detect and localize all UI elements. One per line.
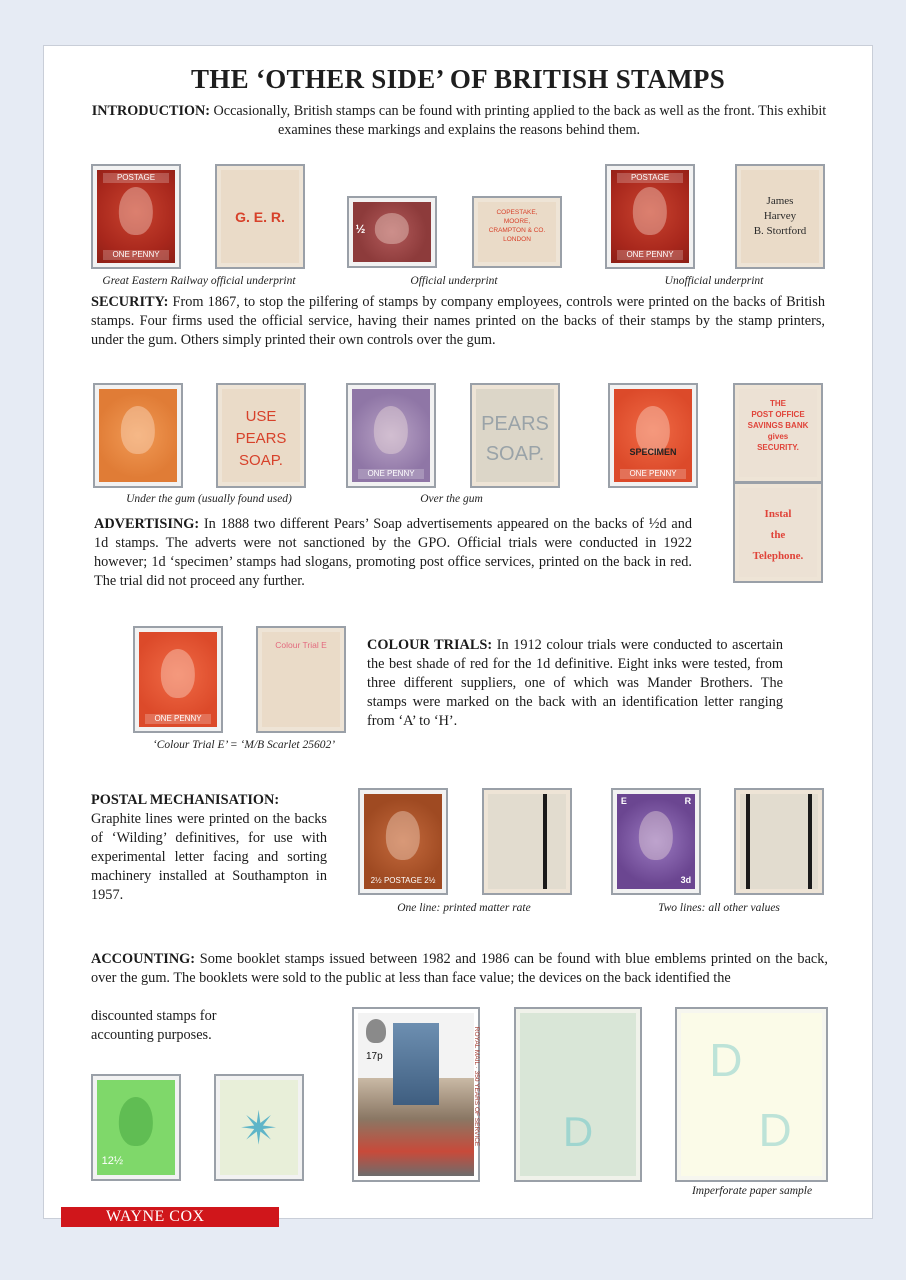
advertising-label: ADVERTISING: (94, 516, 200, 532)
stamp-savings-bank-back (733, 383, 823, 483)
savings-line-1: THE (770, 398, 786, 408)
accounting-paragraph (91, 950, 828, 988)
stamp-pears-soap-back (470, 383, 560, 488)
security-paragraph (91, 293, 825, 350)
imperforate-paper-sample (675, 1007, 828, 1182)
advertising-paragraph (94, 515, 692, 591)
use-pears-soap-underprint (222, 406, 300, 472)
pears-soap-overprint (476, 409, 554, 469)
colour-trials-paragraph (367, 636, 783, 731)
caption-two-lines: Two lines: all other values (658, 902, 780, 914)
machin-portrait-icon (119, 1097, 153, 1146)
stamp-colour-trial-back (256, 626, 346, 733)
colour-trials-label: COLOUR TRIALS: (367, 637, 493, 653)
security-text: From 1867, to stop the pilfering of stamps by company employees, controls were printed on the backs of British stamps. Four firms used the official service, having their names printed on the backs of their stamps by the stamp printers, under the gum. Others simply printed their own controls over the gum. (91, 294, 825, 348)
introduction-paragraph (84, 102, 834, 140)
stamp-halfpenny-front (347, 196, 437, 268)
use-pears-line-3: SOAP. (239, 451, 283, 469)
stamp-wilding-3d-front (611, 788, 701, 895)
caption-colour-trial: ‘Colour Trial E’ = ‘M/B Scarlet 25602’ (152, 739, 336, 751)
pears-soap-line-2: SOAP. (485, 443, 545, 466)
caption-over-gum: Over the gum (420, 493, 483, 505)
savings-line-3: SAVINGS BANK (747, 420, 809, 430)
ger-underprint: G. E. R. (235, 209, 285, 226)
halfpenny-value: ½ (355, 222, 366, 237)
building-illustration (393, 1023, 439, 1105)
stamp-value-label-5: ONE PENNY (145, 714, 211, 724)
official-underprint (478, 208, 556, 244)
official-line-4: LONDON (503, 236, 531, 243)
blue-d-emblem-2: D (709, 1033, 743, 1086)
wilding-value-label: 2½ POSTAGE 2½ (370, 875, 436, 885)
stamp-ger-front (91, 164, 181, 269)
caption-official: Official underprint (410, 275, 498, 287)
queen-portrait-icon-2 (375, 213, 409, 244)
wilding-3d-value: 3d (680, 875, 692, 886)
stamp-specimen-front (608, 383, 698, 488)
colour-trials-text: In 1912 colour trials were conducted to ascertain the best shade of red for the 1d definitive. Eight inks were tested, from three different suppliers, one of which was Mander Brothers. The stamps were marked on the back with an identification letter ranging from ‘A’ to ‘H’. (367, 637, 783, 729)
exhibit-page (43, 45, 873, 1219)
caption-under-gum: Under the gum (usually found used) (126, 493, 292, 505)
stamp-telephone-back (733, 482, 823, 583)
official-line-1: COPESTAKE, (496, 209, 538, 216)
telephone-slogan (739, 504, 817, 567)
stamp-machin-front (91, 1074, 181, 1181)
postal-paragraph (91, 791, 327, 905)
queen-silhouette-icon (366, 1019, 386, 1043)
graphite-line-left (746, 794, 750, 889)
graphite-line-right (808, 794, 812, 889)
stamp-ger-back (215, 164, 305, 269)
savings-line-5: SECURITY. (757, 442, 799, 452)
stamp-value-label-4: ONE PENNY (620, 469, 686, 479)
queen-elizabeth-portrait-icon (386, 811, 420, 860)
stamp-value-label-3: ONE PENNY (358, 469, 424, 479)
wilding-r-label: R (684, 795, 692, 806)
blue-d-emblem: D (562, 1107, 594, 1155)
official-line-2: MOORE, (503, 218, 531, 225)
security-label: SECURITY: (91, 294, 169, 310)
stamp-unofficial-front (605, 164, 695, 269)
stamp-value-label-2: ONE PENNY (617, 250, 683, 260)
blue-d-emblem-3: D (758, 1103, 792, 1156)
stamp-wilding-back-one-line (482, 788, 572, 895)
page-title: THE ‘OTHER SIDE’ OF BRITISH STAMPS (190, 64, 726, 94)
unofficial-underprint (741, 194, 819, 239)
blue-star-emblem-icon: ✴ (239, 1100, 279, 1155)
author-footer: WAYNE COX (61, 1207, 279, 1227)
queen-portrait-icon-3 (633, 187, 667, 235)
accounting-text-line-2: discounted stamps for (91, 1008, 217, 1024)
machin-value: 12½ (101, 1155, 124, 1168)
introduction-text: Occasionally, British stamps can be found with printing applied to the back as well as the front. This exhibit examines these markings and explains the reasons behind them. (210, 103, 827, 138)
stamp-penny-lilac-front (346, 383, 436, 488)
caption-one-line: One line: printed matter rate (397, 902, 531, 914)
savings-line-2: POST OFFICE (751, 409, 805, 419)
pears-soap-line-1: PEARS (481, 413, 549, 436)
wilding-e-label: E (620, 795, 627, 806)
savings-bank-slogan (739, 398, 817, 453)
use-pears-line-2: PEARS (235, 429, 287, 447)
stamp-unofficial-back (735, 164, 825, 269)
accounting-text: Some booklet stamps issued between 1982 and 1986 can be found with blue emblems printed on the back, over the gum. The booklets were sold to the public at less than face value; the devices on the back identified the (91, 951, 828, 986)
accounting-text-line-3: accounting purposes. (91, 1027, 212, 1043)
instal-line-2: the (770, 529, 786, 542)
graphite-line (543, 794, 547, 889)
caption-unofficial: Unofficial underprint (664, 275, 764, 287)
caption-ger: Great Eastern Railway official underprint (102, 275, 296, 287)
stamp-halfpenny-pears-front (93, 383, 183, 488)
stamp-colour-trial-front (133, 626, 223, 733)
specimen-overprint: SPECIMEN (629, 446, 677, 457)
instal-line-3: Telephone. (752, 550, 804, 563)
stamp-wilding-back-two-lines (734, 788, 824, 895)
savings-line-4: gives (767, 431, 789, 441)
stamp-postage-label-2: POSTAGE (617, 173, 683, 183)
stamp-postage-label: POSTAGE (103, 173, 169, 183)
advertising-text: In 1888 two different Pears’ Soap advertisements appeared on the backs of ½d and 1d stamps. The adverts were not sanctioned by the GPO. Official trials were conducted in 1922 however; 1d ‘specimen’ stamps had slogans, promoting post office services, printed on the back in red. The trial did not proceed any further. (94, 516, 692, 589)
accounting-label: ACCOUNTING: (91, 951, 196, 967)
stamp-use-pears-back (216, 383, 306, 488)
use-pears-line-1: USE (245, 407, 277, 425)
royal-mail-caption: ROYAL MAIL · 350 YEARS OF SERVICE (472, 1026, 480, 1147)
official-line-3: CRAMPTON & CO. (488, 227, 546, 234)
stamp-wilding-front (358, 788, 448, 895)
unofficial-line-3: B. Stortford (753, 225, 807, 238)
postal-label: POSTAL MECHANISATION: (91, 792, 280, 808)
commemorative-value: 17p (366, 1051, 383, 1062)
stamp-value-label: ONE PENNY (103, 250, 169, 260)
queen-portrait-icon-4 (121, 406, 155, 454)
queen-portrait-icon (119, 187, 153, 235)
instal-line-1: Instal (764, 508, 792, 521)
colour-trial-mark: Colour Trial E (275, 639, 327, 650)
stamp-royal-mail-back (514, 1007, 642, 1182)
introduction-label: INTRODUCTION: (91, 103, 210, 119)
king-portrait-icon-2 (161, 649, 195, 698)
caption-imperforate: Imperforate paper sample (691, 1185, 813, 1197)
stamp-official-back (472, 196, 562, 268)
queen-portrait-icon-5 (374, 406, 408, 454)
stamp-machin-back (214, 1074, 304, 1181)
unofficial-line-1: James (766, 195, 794, 208)
stamp-royal-mail-front (352, 1007, 480, 1182)
postal-text: Graphite lines were printed on the backs of ‘Wilding’ definitives, for use with experimental letter facing and sorting machinery installed at Southampton in 1957. (91, 811, 327, 903)
unofficial-line-2: Harvey (763, 210, 797, 223)
queen-elizabeth-portrait-icon-2 (639, 811, 673, 860)
